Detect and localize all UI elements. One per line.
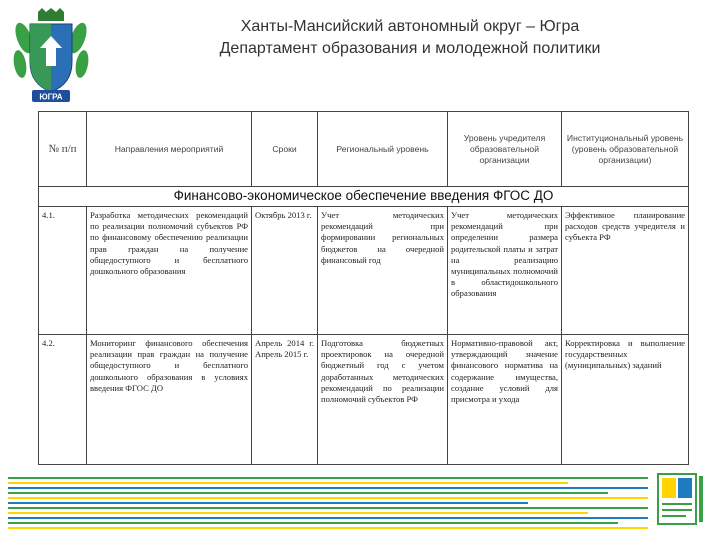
row-number: 4.2. <box>39 335 87 465</box>
column-header-founder: Уровень учредителя образовательной организации <box>448 112 562 187</box>
section-title: Финансово-экономическое обеспечение введения ФГОС ДО <box>39 187 689 207</box>
column-header-direction: Направления мероприятий <box>87 112 252 187</box>
region-title: Ханты-Мансийский автономный округ – Югра <box>240 18 580 35</box>
table-header-row <box>39 112 689 187</box>
column-header-number: № п/п <box>39 112 87 187</box>
table-row <box>39 207 689 335</box>
book-logo-icon <box>656 470 706 528</box>
stripe-group <box>8 478 648 528</box>
coat-of-arms-emblem <box>10 8 92 108</box>
decorative-stripes <box>8 472 648 534</box>
row-dates: Октябрь 2013 г. <box>252 207 318 335</box>
emblem-ribbon-text: ЮГРА <box>39 92 63 102</box>
row-dates: Апрель 2014 г. Апрель 2015 г. <box>252 335 318 465</box>
column-header-dates: Сроки <box>252 112 318 187</box>
column-header-regional: Региональный уровень <box>318 112 448 187</box>
row-institutional: Эффективное планирование расходов средств учредителя и субъекта РФ <box>562 207 689 335</box>
row-founder: Нормативно-правовой акт, утверждающий значение финансового норматива на содержание имущества, создание условий для присмотра и ухода <box>448 335 562 465</box>
activities-table <box>38 111 689 465</box>
column-header-institutional: Институциональный уровень (уровень образовательной организации) <box>562 112 689 187</box>
row-founder: Учет методических рекомендаций при определении размера родительской платы и затрат на реализацию муниципальных полномочий в областидошкольного образования <box>448 207 562 335</box>
page-title <box>110 16 710 60</box>
row-number: 4.1. <box>39 207 87 335</box>
row-direction: Мониторинг финансового обеспечения реализации прав граждан на получение общедоступного и бесплатного дошкольного образования в условиях введения ФГОС ДО <box>87 335 252 465</box>
row-institutional: Корректировка и выполнение государственных (муниципальных) заданий <box>562 335 689 465</box>
section-row <box>39 187 689 207</box>
table-row <box>39 335 689 465</box>
row-direction: Разработка методических рекомендаций по реализации полномочий субъектов РФ по финансовому обеспечению реализации прав граждан на получение общедоступного и бесплатного дошкольного образования <box>87 207 252 335</box>
department-title: Департамент образования и молодежной политики <box>219 40 601 57</box>
row-regional: Учет методических рекомендаций при формировании региональных бюджетов на очередной финансовый год <box>318 207 448 335</box>
row-regional: Подготовка бюджетных проектировок на очередной бюджетный год с учетом доработанных методических рекомендаций по реализации полномочий субъектов РФ <box>318 335 448 465</box>
